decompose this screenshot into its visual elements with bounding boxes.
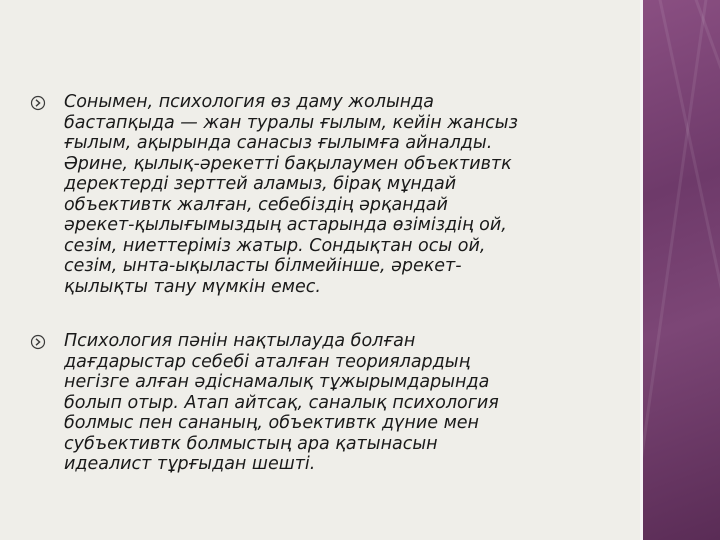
circle-arrow-bullet-icon (30, 95, 46, 111)
decorative-side-panel (640, 0, 720, 540)
panel-ray (650, 0, 720, 540)
bullet-text: Психология пәнін нақтылауда болған дағдарыстар себебі аталған теориялардың негізге алған әдіснамалық тұжырымдарында болып отыр. Атап айтсақ, саналық психология болмыс пен сананың, объективтк дүние мен субъективтк болмыстың ара қатынасын идеалист тұрғыдан шешті. (64, 331, 499, 474)
bullet-text: Сонымен, психология өз даму жолында бастапқыда — жан туралы ғылым, кейін жансыз ғылым, ақырында санасыз ғылымға айналды. Әрине, қылық-әрекетті бақылаумен объективтк деректерді зерттей аламыз, бірақ мұндай объективтк жалған, себебіздің әрқандай әрекет-қылығымыздың астарында өзіміздің ой, сезім, ниеттеріміз жатыр. Сондықтан осы ой, сезім, ынта-ықыласты білмейінше, әрекет- қылықты тану мүмкін емес. (64, 92, 518, 297)
circle-arrow-bullet-icon (30, 334, 46, 350)
panel-ray (680, 0, 720, 540)
slide-content (30, 92, 625, 509)
bullet-item (30, 331, 625, 475)
bullet-item (30, 92, 625, 297)
